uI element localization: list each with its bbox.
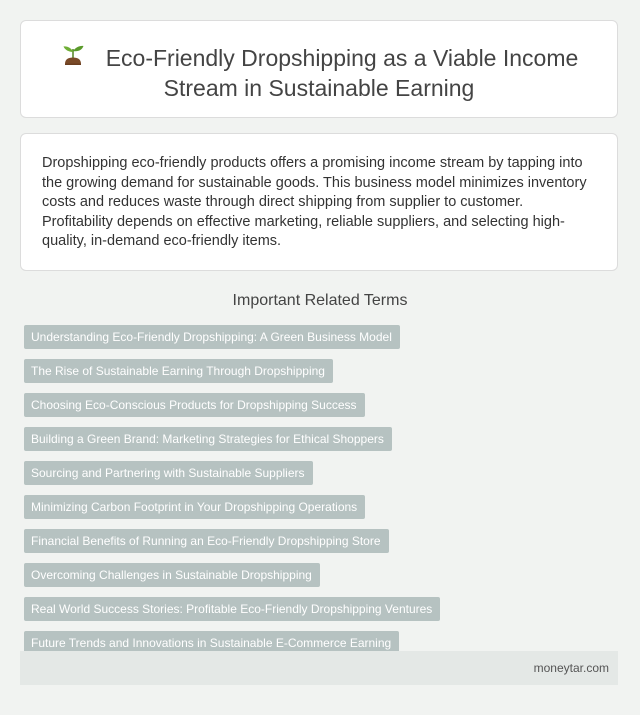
site-link[interactable]: moneytar.com [533,661,609,675]
related-terms-list [24,325,624,665]
related-term-link[interactable]: Real World Success Stories: Profitable Eco-Friendly Dropshipping Ventures [24,597,440,621]
related-term-link[interactable]: The Rise of Sustainable Earning Through Dropshipping [24,359,333,383]
related-term-link[interactable]: Financial Benefits of Running an Eco-Friendly Dropshipping Store [24,529,389,553]
title-text: Eco-Friendly Dropshipping as a Viable Income Stream in Sustainable Earning [105,45,579,101]
summary-card [20,133,618,271]
related-term-link[interactable]: Future Trends and Innovations in Sustainable E-Commerce Earning [24,631,399,655]
related-term-link[interactable]: Overcoming Challenges in Sustainable Dropshipping [24,563,320,587]
summary-text: Dropshipping eco-friendly products offers a promising income stream by tapping into the growing demand for sustainable goods. This business model minimizes inventory costs and reduces waste through direct shipping from supplier to customer. Profitability depends on effective marketing, reliable suppliers, and selecting high-quality, in-demand eco-friendly items. [42,155,587,249]
related-terms-heading: Important Related Terms [232,292,408,309]
seedling-icon [60,43,86,73]
related-term-link[interactable]: Minimizing Carbon Footprint in Your Dropshipping Operations [24,495,365,519]
title-card [20,20,618,118]
related-term-link[interactable]: Understanding Eco-Friendly Dropshipping: A Green Business Model [24,325,400,349]
related-term-link[interactable]: Sourcing and Partnering with Sustainable Suppliers [24,461,313,485]
footer [20,651,618,685]
related-term-link[interactable]: Building a Green Brand: Marketing Strategies for Ethical Shoppers [24,427,392,451]
page-title [21,43,617,103]
related-term-link[interactable]: Choosing Eco-Conscious Products for Dropshipping Success [24,393,365,417]
